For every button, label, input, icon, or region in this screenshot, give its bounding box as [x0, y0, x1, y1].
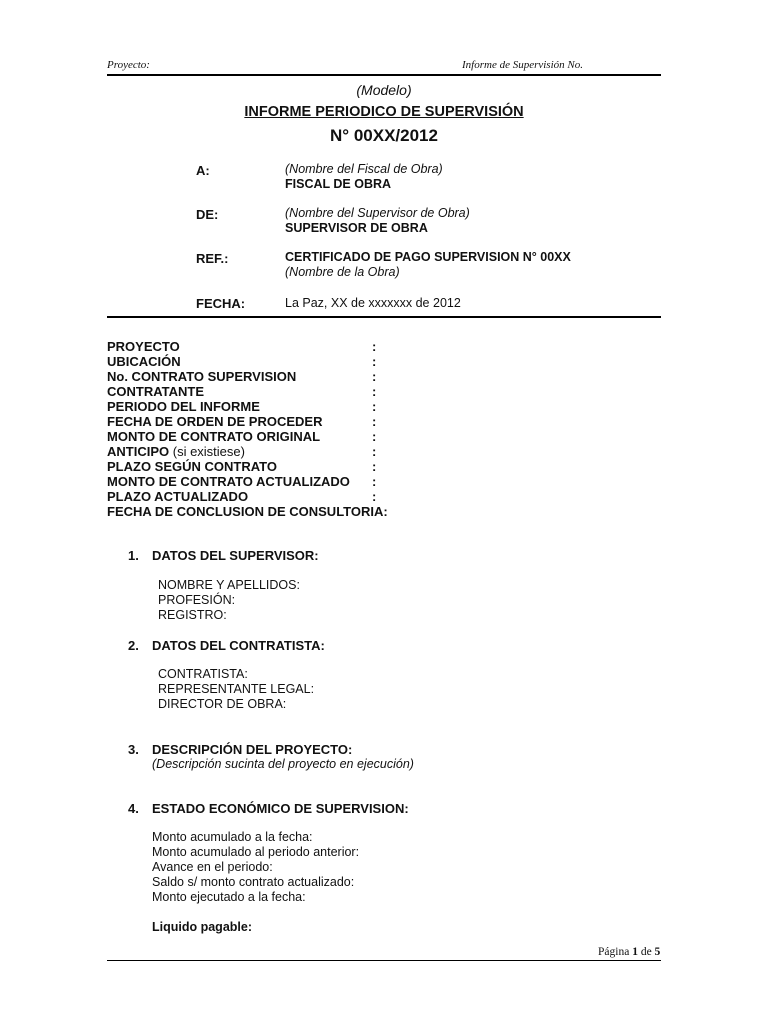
field-colon: : — [372, 399, 377, 414]
memo-label-from: DE: — [196, 207, 219, 222]
works-director-label: DIRECTOR DE OBRA: — [158, 697, 287, 711]
economic-item: Avance en el periodo: — [152, 860, 273, 874]
footer-rule — [107, 960, 661, 961]
header-project-label: Proyecto: — [107, 59, 150, 71]
memo-from-role: SUPERVISOR DE OBRA — [285, 221, 428, 235]
report-number: N° 00XX/2012 — [330, 126, 438, 145]
field-colon: : — [372, 369, 377, 384]
supervisor-name-label: NOMBRE Y APELLIDOS: — [158, 578, 300, 592]
field-colon: : — [372, 414, 377, 429]
header-rule — [107, 74, 661, 76]
field-label: MONTO DE CONTRATO ORIGINAL — [107, 429, 321, 444]
memo-to-name: (Nombre del Fiscal de Obra) — [285, 162, 443, 176]
field-label: FECHA DE CONCLUSION DE CONSULTORIA: — [107, 504, 388, 519]
header-report-number: Informe de Supervisión No. — [462, 59, 583, 71]
economic-item: Monto acumulado a la fecha: — [152, 830, 313, 844]
of-word: de — [640, 946, 652, 958]
payable-amount-label: Liquido pagable: — [152, 920, 252, 934]
economic-item: Monto ejecutado a la fecha: — [152, 890, 306, 904]
field-colon: : — [372, 459, 377, 474]
economic-item: Monto acumulado al periodo anterior: — [152, 845, 360, 859]
field-label: PROYECTO — [107, 339, 180, 354]
field-colon: : — [372, 429, 377, 444]
project-description-note: (Descripción sucinta del proyecto en ejecución) — [152, 757, 414, 771]
contractor-label: CONTRATISTA: — [158, 667, 248, 681]
section-number: 3. — [128, 742, 139, 757]
field-label: PLAZO SEGÚN CONTRATO — [107, 459, 277, 474]
legal-rep-label: REPRESENTANTE LEGAL: — [158, 682, 315, 696]
section-3-title — [128, 742, 352, 757]
field-label: MONTO DE CONTRATO ACTUALIZADO — [107, 474, 350, 489]
memo-label-to: A: — [196, 163, 210, 178]
field-colon: : — [372, 489, 377, 504]
memo-ref-subject: CERTIFICADO DE PAGO SUPERVISION N° 00XX — [285, 250, 571, 264]
section-number: 4. — [128, 801, 139, 816]
field-colon: : — [372, 444, 377, 459]
field-label: No. CONTRATO SUPERVISION — [107, 369, 297, 384]
field-colon: : — [372, 384, 377, 399]
model-label: (Modelo) — [356, 82, 412, 98]
section-title-text: ESTADO ECONÓMICO DE SUPERVISION: — [152, 801, 409, 816]
field-note: (si existiese) — [169, 444, 245, 459]
field-label: ANTICIPO — [107, 444, 170, 459]
page-indicator — [598, 946, 660, 958]
memo-label-ref: REF.: — [196, 251, 229, 266]
supervisor-profession-label: PROFESIÓN: — [158, 593, 236, 607]
field-colon: : — [372, 474, 377, 489]
section-number: 1. — [128, 548, 139, 563]
page-number: 1 — [632, 946, 638, 958]
supervisor-registry-label: REGISTRO: — [158, 608, 227, 622]
economic-item: Saldo s/ monto contrato actualizado: — [152, 875, 355, 889]
memo-label-date: FECHA: — [196, 296, 246, 311]
section-1-title — [128, 548, 319, 563]
memo-rule — [107, 316, 661, 318]
field-label: CONTRATANTE — [107, 384, 205, 399]
memo-from-name: (Nombre del Supervisor de Obra) — [285, 206, 470, 220]
field-colon: : — [372, 339, 377, 354]
field-label: PERIODO DEL INFORME — [107, 399, 260, 414]
memo-ref-work: (Nombre de la Obra) — [285, 265, 400, 279]
memo-to-role: FISCAL DE OBRA — [285, 177, 392, 191]
section-4-title — [128, 801, 409, 816]
section-number: 2. — [128, 638, 139, 653]
field-label-anticipo — [107, 444, 245, 459]
document-title: INFORME PERIODICO DE SUPERVISIÓN — [244, 104, 524, 120]
section-title-text: DATOS DEL CONTRATISTA: — [152, 638, 325, 653]
section-2-title — [128, 638, 325, 653]
field-colon: : — [372, 354, 377, 369]
memo-date-value: La Paz, XX de xxxxxxx de 2012 — [285, 296, 461, 310]
field-label: UBICACIÓN — [107, 354, 181, 369]
section-title-text: DESCRIPCIÓN DEL PROYECTO: — [152, 742, 353, 757]
field-label: FECHA DE ORDEN DE PROCEDER — [107, 414, 323, 429]
section-title-text: DATOS DEL SUPERVISOR: — [152, 548, 319, 563]
page-total: 5 — [654, 946, 661, 958]
page-word: Página — [598, 946, 630, 958]
field-label: PLAZO ACTUALIZADO — [107, 489, 249, 504]
